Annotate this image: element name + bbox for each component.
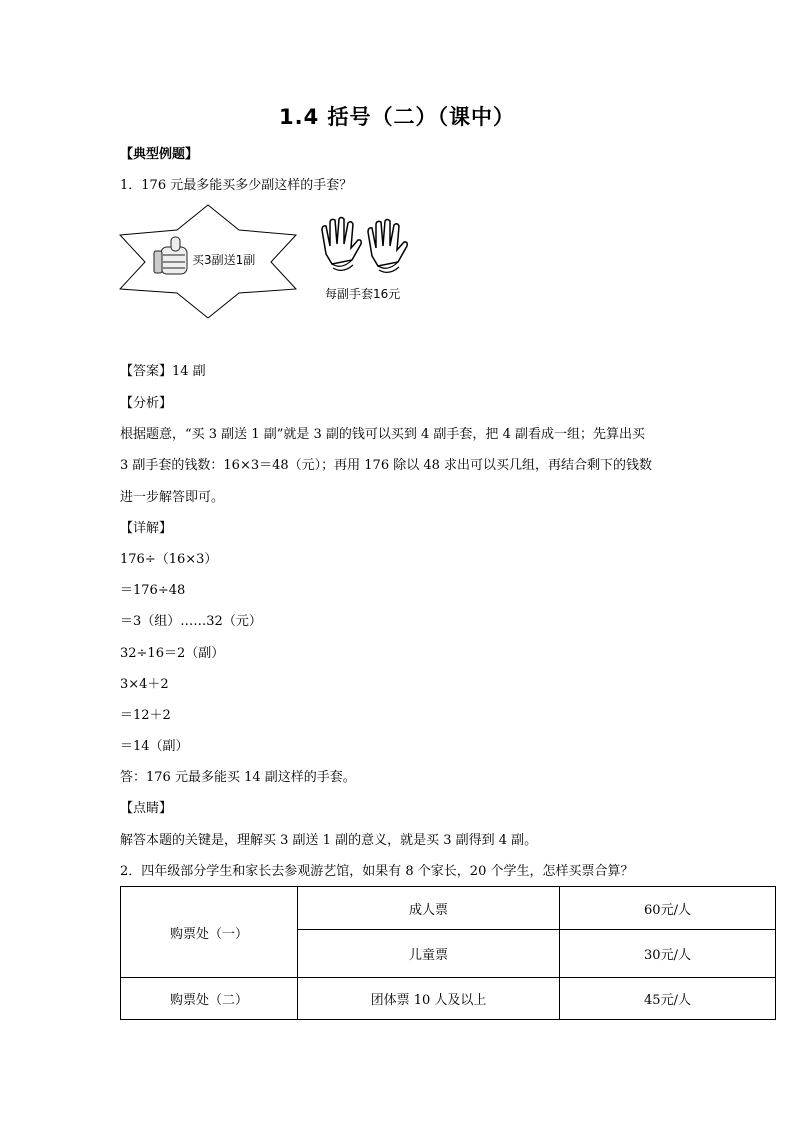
detail-line: 32÷16＝2（副） [120, 646, 225, 661]
page-title: 1.4 括号（二）（课中） [278, 105, 515, 129]
analysis-heading: 【分析】 [120, 396, 173, 411]
detail-line: ＝12＋2 [120, 708, 171, 723]
gloves-icon [318, 216, 418, 278]
question-2-text: 2．四年级部分学生和家长去参观游艺馆，如果有 8 个家长，20 个学生，怎样买票合算？ [120, 864, 634, 879]
final-answer: 答：176 元最多能买 14 副这样的手套。 [120, 770, 356, 785]
analysis-line: 根据题意，“买 3 副送 1 副”就是 3 副的钱可以买到 4 副手套，把 4 副看成一组；先算出买 [120, 427, 645, 442]
table-row [121, 887, 776, 930]
analysis-line: 3 副手套的钱数：16×3＝48（元）；再用 176 除以 48 求出可以买几组，再结合剩下的钱数 [120, 458, 653, 473]
office-1-cell: 购票处（一） [121, 887, 298, 978]
office-2-cell: 购票处（二） [121, 978, 298, 1020]
detail-line: 176÷（16×3） [120, 552, 218, 567]
table-row [121, 978, 776, 1020]
question-1-text: 1．176 元最多能买多少副这样的手套？ [120, 178, 353, 193]
promo-star-text: 买3副送1副 [192, 253, 256, 267]
ticket-type-cell: 儿童票 [298, 930, 560, 978]
detail-line: 3×4＋2 [120, 677, 169, 692]
gloves-price-label: 每副手套16元 [325, 287, 401, 301]
detail-line: ＝176÷48 [120, 583, 186, 598]
ticket-price-cell: 60元/人 [560, 887, 776, 930]
detail-line: ＝14（副） [120, 739, 189, 754]
detail-heading: 【详解】 [120, 521, 173, 536]
section-heading: 【典型例题】 [120, 147, 199, 162]
ticket-price-cell: 45元/人 [560, 978, 776, 1020]
detail-line: ＝3（组）……32（元） [120, 614, 262, 629]
ticket-type-cell: 成人票 [298, 887, 560, 930]
tip-heading: 【点睛】 [120, 801, 173, 816]
analysis-line: 进一步解答即可。 [120, 490, 225, 505]
ticket-price-table [120, 886, 776, 1020]
tip-text: 解答本题的关键是，理解买 3 副送 1 副的意义，就是买 3 副得到 4 副。 [120, 833, 538, 848]
ticket-type-cell: 团体票 10 人及以上 [298, 978, 560, 1020]
answer-line: 【答案】14 副 [120, 364, 206, 379]
ticket-price-cell: 30元/人 [560, 930, 776, 978]
promo-star [119, 204, 299, 320]
